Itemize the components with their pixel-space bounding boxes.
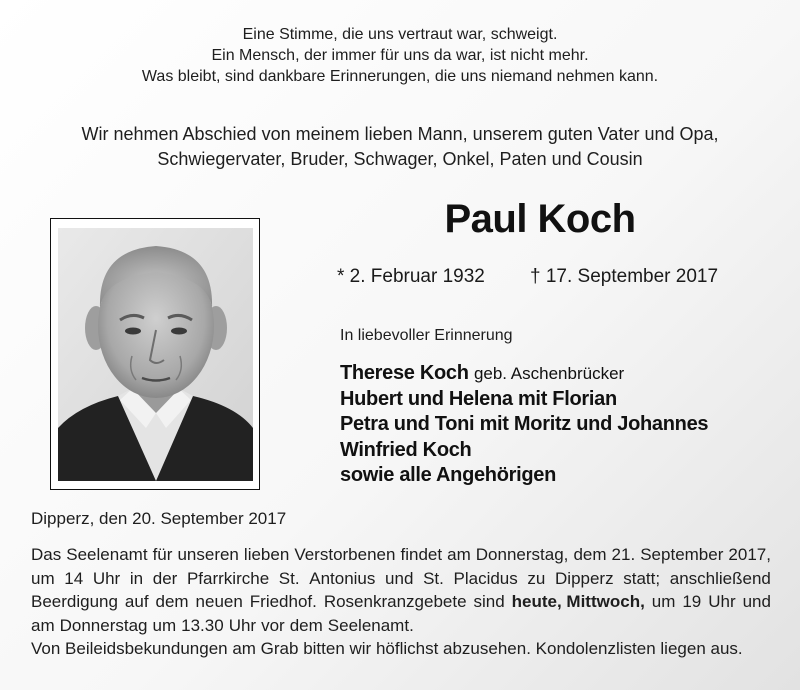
widow-name: Therese Koch: [340, 362, 469, 384]
notice-word: Das: [31, 545, 62, 564]
notice-line: [31, 637, 771, 661]
notice-word: vor: [261, 615, 285, 635]
farewell-line: Schwiegervater, Bruder, Schwager, Onkel, Paten und Cousin: [157, 149, 643, 169]
poem-line: Eine Stimme, die uns vertraut war, schweigt.: [242, 26, 558, 43]
notice-word: um: [31, 568, 55, 588]
notice-word: statt;: [623, 568, 661, 588]
notice-word: der: [152, 568, 178, 588]
notice-word: zu: [527, 568, 546, 588]
notice-word: Uhr: [92, 568, 121, 588]
notice-word: Pfarrkirche: [186, 568, 270, 588]
notice-word: am: [447, 545, 471, 564]
mourner-line: sowie alle Angehörigen: [340, 464, 557, 486]
notice-word: Antonius: [309, 568, 376, 588]
poem-line: Ein Mensch, der immer für uns da war, ist nicht mehr.: [211, 47, 589, 64]
notice-word: Donnerstag,: [475, 545, 569, 564]
notice-line: [31, 590, 771, 614]
place-and-date: Dipperz, den 20. September 2017: [31, 509, 287, 528]
farewell-text: [0, 122, 800, 172]
notice-word: Seelenamt.: [327, 615, 414, 635]
notice-word: September: [640, 545, 724, 564]
notice-word: Dipperz: [555, 568, 614, 588]
notice-word: 19: [682, 592, 702, 611]
notice-word: um: [651, 592, 676, 611]
notice-word: 13.30: [181, 615, 224, 635]
birth-date: * 2. Februar 1932: [337, 266, 485, 287]
notice-word: Uhr: [228, 615, 257, 635]
notice-word: Beerdigung: [31, 592, 118, 611]
notice-word: dem: [289, 615, 323, 635]
notice-word: sind: [473, 592, 505, 611]
widow-maiden-name: geb. Aschenbrücker: [473, 364, 625, 383]
mourner-line: Petra und Toni mit Moritz und Johannes: [340, 413, 709, 435]
notice-emphasis: heute, Mittwoch,: [511, 592, 645, 611]
funeral-notice: [31, 543, 771, 661]
mourners-list: [340, 361, 708, 489]
notice-word: Donnerstag: [59, 615, 148, 635]
notice-word: anschließend: [669, 568, 771, 588]
notice-word: St.: [278, 568, 300, 588]
notice-line: [31, 614, 771, 638]
notice-word: unseren: [177, 545, 239, 564]
notice-word: lieben: [243, 545, 290, 564]
portrait-photo: [58, 228, 253, 481]
poem-line: Was bleibt, sind dankbare Erinnerungen, die uns niemand nehmen kann.: [141, 68, 659, 85]
notice-word: und: [742, 592, 771, 611]
notice-word: Rosenkranzgebete: [323, 592, 467, 611]
notice-word: um: [152, 615, 177, 635]
mourner-line: Hubert und Helena mit Florian: [340, 387, 617, 410]
poem: [0, 24, 800, 87]
notice-word: für: [152, 545, 173, 564]
notice-word: am: [31, 615, 55, 635]
notice-word: in: [129, 568, 144, 588]
notice-word: 2017,: [728, 545, 771, 564]
notice-word: auf: [124, 592, 149, 611]
mourner-widow: [340, 361, 708, 387]
notice-word: dem: [155, 592, 189, 611]
notice-word: Friedhof.: [249, 592, 317, 611]
notice-word: Verstorbenen: [294, 545, 396, 564]
farewell-line: Wir nehmen Abschied von meinem lieben Mann, unserem guten Vater und Opa,: [81, 124, 719, 144]
memory-phrase: In liebevoller Erinnerung: [340, 327, 513, 344]
notice-word: Placidus: [453, 568, 518, 588]
deceased-name: Paul Koch: [444, 197, 636, 241]
notice-word: findet: [400, 545, 443, 564]
notice-word: und: [385, 568, 414, 588]
notice-word: 14: [64, 568, 84, 588]
mourner-line: Winfried Koch: [340, 438, 472, 461]
notice-closing-text: Von Beileidsbekundungen am Grab bitten wir höflichst abzusehen. Kondolenzlisten liegen aus.: [31, 639, 743, 658]
notice-word: Seelenamt: [66, 545, 148, 564]
notice-word: dem: [573, 545, 607, 564]
death-date: † 17. September 2017: [530, 266, 719, 287]
notice-word: neuen: [195, 592, 243, 611]
notice-line: [31, 543, 771, 567]
notice-word: 21.: [611, 545, 636, 564]
notice-word: St.: [423, 568, 444, 588]
notice-line: [31, 567, 771, 591]
portrait-frame: [50, 218, 260, 490]
notice-word: Uhr: [708, 592, 736, 611]
